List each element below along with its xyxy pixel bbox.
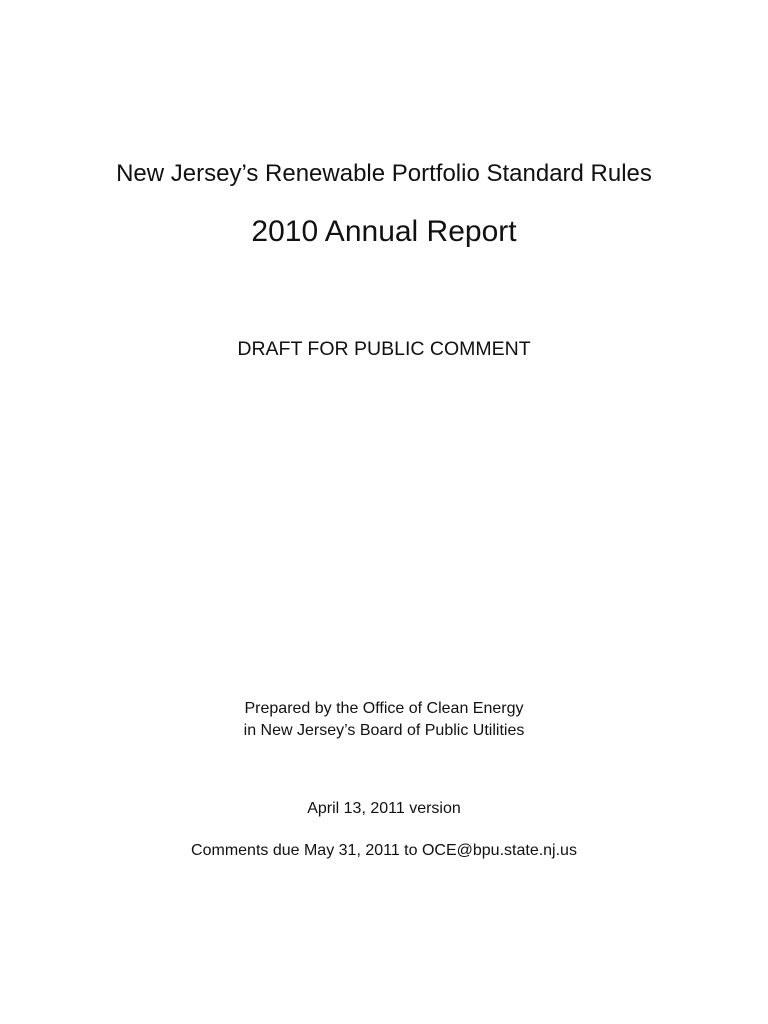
version-date: April 13, 2011 version [307, 800, 461, 817]
draft-status: DRAFT FOR PUBLIC COMMENT [237, 338, 531, 360]
prepared-by-line-2: in New Jersey’s Board of Public Utilities [243, 722, 525, 739]
prepared-by-line-1: Prepared by the Office of Clean Energy [244, 700, 524, 717]
report-title: 2010 Annual Report [251, 215, 517, 248]
prepared-by-block [0, 698, 768, 742]
comments-due-notice: Comments due May 31, 2011 to OCE@bpu.state.nj.us [191, 842, 577, 859]
report-subtitle: New Jersey’s Renewable Portfolio Standard Rules [116, 160, 652, 187]
